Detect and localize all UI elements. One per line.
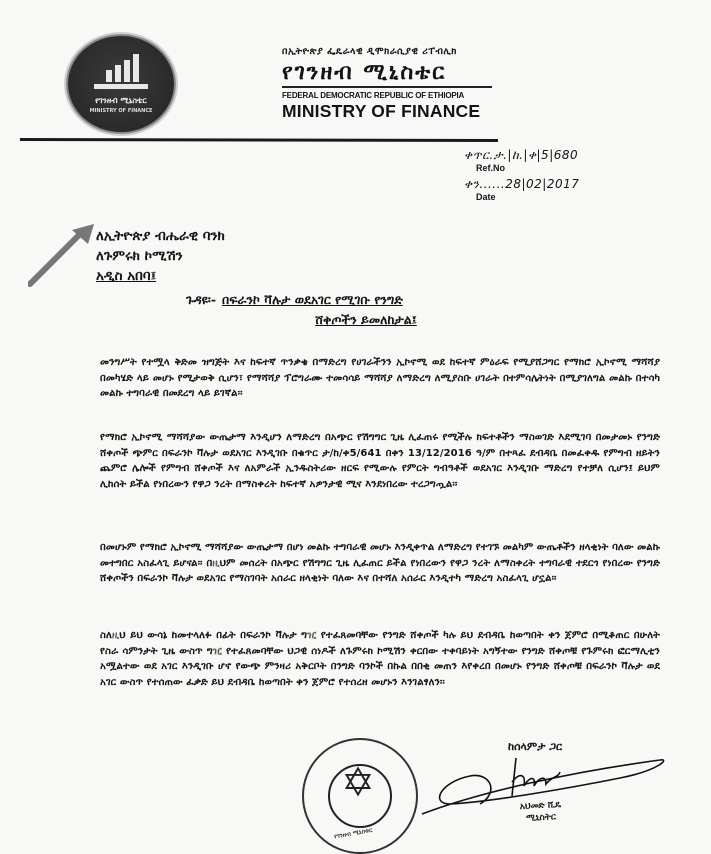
logo-amharic-text: የገንዘብ ሚኒስቴር <box>95 96 147 105</box>
recipient-block <box>96 226 225 286</box>
signer-name: አህመድ ሺዴ <box>519 799 562 813</box>
ministry-logo <box>66 34 176 134</box>
amharic-ministry-name: የገንዘብ ሚኒስቴር <box>282 60 492 88</box>
closing-regards: ከሰላምታ ጋር <box>508 740 563 753</box>
amharic-country-name: በኢትዮጵያ ፌዴራላዊ ዲሞክራሲያዊ ሪፐብሊክ <box>282 46 457 57</box>
subject-text-1: በፍራንኮ ቫሉታ ወደአገር የሚገቡ የንግድ <box>222 292 403 307</box>
subject-line <box>186 290 526 330</box>
body-paragraph-1: መንግሥት የተሟላ ቅድመ ዝግጅት እና ከፍተኛ ጥንቃቄ በማድረግ የሀገራችንን ኢኮኖሚ ወደ ከፍተኛ ምዕራፍ የሚያሸጋግር የማክሮ ኢኮኖሚ ማሻሻያ በመካሄድ ላይ መሆኑ የሚታወቅ ሲሆን፣ የማሻሻያ ፕሮግራሙ ተመሳሳይ ማሻሻያ ለማድረግ ለሚያስቡ ሀገራት በተምሳሌትነት በሚያገለግል መልኩ በተሳካ መልኩ ተግባራዊ በመደረግ ላይ ይገኛል፡፡ <box>100 357 660 400</box>
body-paragraph-2: የማክሮ ኢኮኖሚ ማሻሻያው ውጤታማ እንዲሆን ለማድረግ በአጭር የሽግግር ጊዜ ሊፈጠሩ የሚችሉ ክፍተቶችን ማስወገድ እደሚገባ በመታመኑ የንግድ ሸቀጦች ጭምር በፍራንኮ ቫሉታ ወደአገር እንዲገቡ በቁጥር ታ/ከ/ቀ5/641 በቀን 13/12/2016 ዓ/ም በተጻፈ ደብዳቤ በመፈቀዱ የምግብ ዘይትን ጨምሮ ሌሎች የምግብ ሸቀጦች እና ለአምራች ኢንዱስትሪው ዘርፍ የሚውሉ የምርት ግብዓቶች ወደአገር እንዲገቡ ማድረግ የተቻለ ሲሆን፤ ይህም ሊከሰት ይችል የነበረውን የዋጋ ንረት በማስቀረት ከፍተኛ አዎንታዊ ሚና እንደነበረው ተረጋግጧል፡፡ <box>100 432 660 490</box>
logo-english-text: MINISTRY OF FINANCE <box>89 108 153 114</box>
ref-label: Ref.No <box>476 163 505 173</box>
star-emblem-icon: ✡ <box>341 760 375 806</box>
recipient-city: አዲስ አበባ፤ <box>96 268 157 284</box>
reference-block <box>464 148 579 202</box>
ref-number: ቀጥር.ታ.|ከ.|ቀ|5|680 <box>464 148 579 162</box>
body-paragraph-4: ስለዚህ ይህ ውሳኔ ከመተላለፉ በፊት በፍራንኮ ቫሉታ ግዢ የተፈጸመባቸው የንግድ ሸቀጦች ካሉ ይህ ደብዳቤ ከወጣበት ቀን ጀምሮ በሚቆጠር በሁለት የስራ ሳምንታት ጊዜ ውስጥ ግዢ የተፈጸመባቸው ህጋዊ ሰነዶች ለጉምሩክ ኮሚሽን ቀርበው ተቀባይነት አግኝተው የንግድ ሸቀጦቹ የጉምሩክ ፎርማሊቲን አሟልተው ወደ አገር እንዲገቡ ሆኖ የውጭ ምንዛሪ አቅርቦት በንግድ ባንኮች በኩል በበቂ መጠን እየቀረበ በመሆኑ የንግድ ሸቀጦቹ በፍራንኮ ቫሉታ ወደ አገር ውስጥ የተሰጠው ፈቃድ ይህ ደብዳቤ ከወጣበት ቀን ጀምሮ የተሰረዘ መሆኑን እንገልፃለን፡፡ <box>100 630 660 688</box>
seal-text: የገንዘብ ሚኒስቴር <box>333 826 374 841</box>
subject-lead: ጉዳዩ፡- <box>186 292 217 307</box>
signer-block <box>519 799 562 825</box>
letterhead <box>282 46 492 122</box>
body-paragraph-3: በመሆኑም የማክሮ ኢኮኖሚ ማሻሻያው ውጤታማ በሆነ መልኩ ተግባራዊ መሆኑ እንዲቀጥል ለማድረግ የተገኙ መልካም ውጤቶችን ዘላቂነት ባለው መልኩ መተግበር አስፈላጊ ይሆናል፡፡ በዚህም መሰረት በአጭር የሽግግር ጊዜ ሊፈጠር ይችል የነበረውን የዋጋ ንረት ለማስቀረት ተግባራዊ ተደርጎ የነበረው የንግድ ሸቀጦችን በፍራንኮ ቫሉታ ወደአገር የማስገባት አሰራር ዘላቂነት ባለው እና በተሻለ አሰራር እንዲተካ ማድረግ አስፈላጊ ሆኗል፡፡ <box>100 542 660 585</box>
english-ministry-name: MINISTRY OF FINANCE <box>282 101 481 121</box>
official-seal <box>302 738 418 854</box>
bar-chart-emblem-icon <box>106 54 140 82</box>
arrow-annotation-icon <box>28 222 98 288</box>
signer-title: ሚኒስትር <box>525 812 557 824</box>
date-value: ቀን......28|02|2017 <box>464 177 580 191</box>
header-divider <box>20 138 498 142</box>
english-country-name: FEDERAL DEMOCRATIC REPUBLIC OF ETHIOPIA <box>282 91 465 100</box>
subject-text-2: ሸቀጦችን ይመለከታል፤ <box>315 312 417 327</box>
recipient-line-2: ለጉምሩክ ኮሚሽን <box>96 248 183 264</box>
recipient-line-1: ለኢትዮጵያ ብሔራዊ ባንክ <box>96 228 225 244</box>
date-label: Date <box>476 192 496 202</box>
